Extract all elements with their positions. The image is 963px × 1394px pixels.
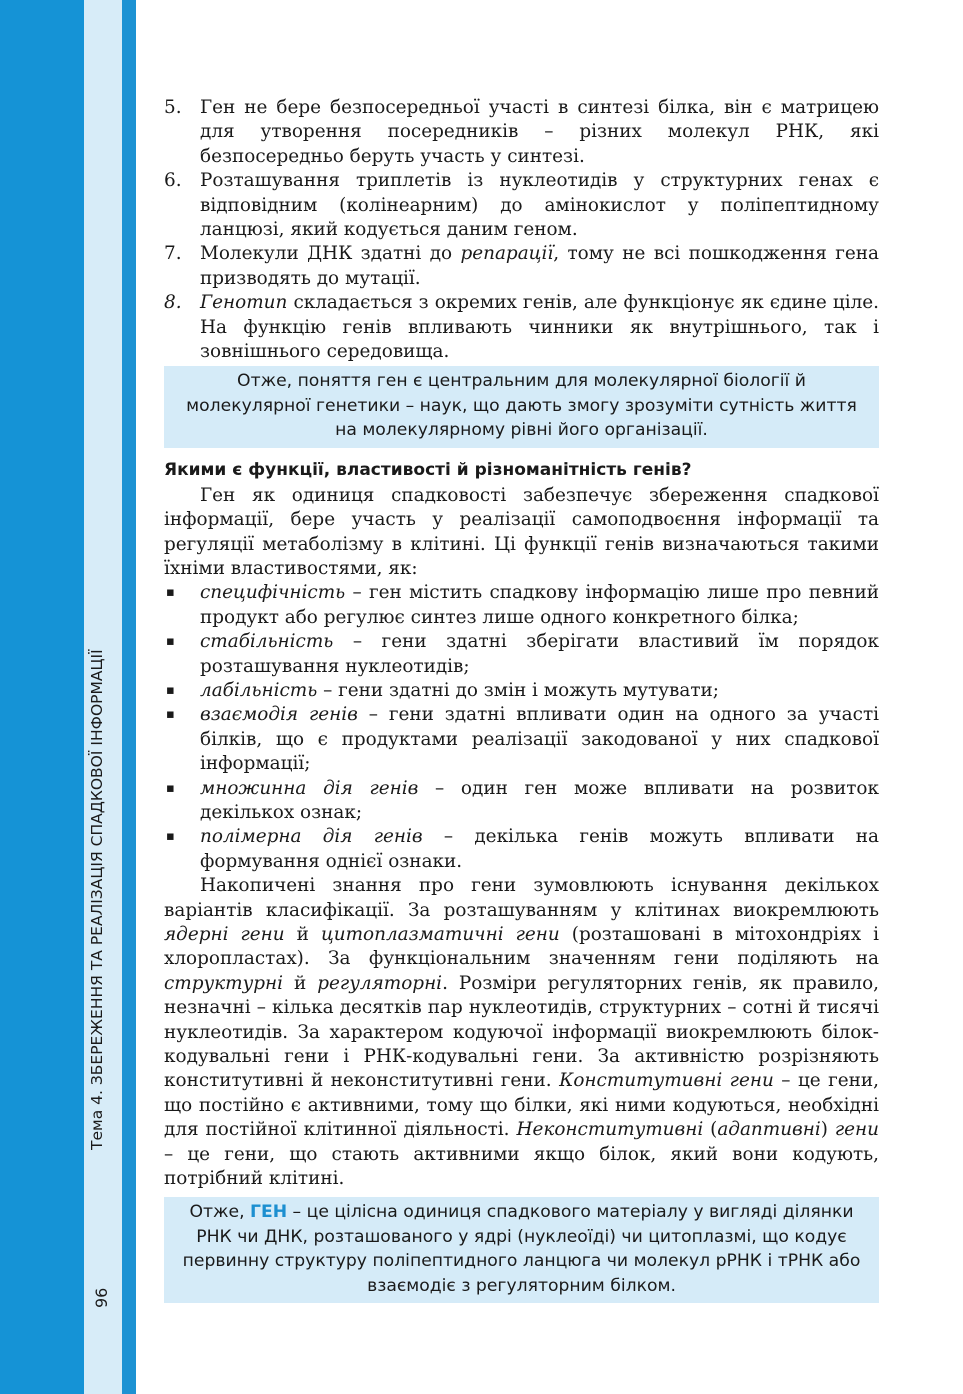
paragraph-term: регуляторні (317, 972, 443, 994)
page-number: 96 (92, 1287, 111, 1308)
section-heading: Якими є функції, властивості й різноманітність генів? (164, 459, 692, 480)
paragraph-text: – це гени, що стають активними якщо білок, який вони кодують, потрібний клітині. (164, 1143, 879, 1190)
property-item (164, 630, 879, 679)
item-number: 8. (164, 292, 182, 314)
numbered-list (164, 96, 879, 364)
summary-callout (164, 366, 879, 447)
property-term: стабільність (200, 631, 334, 653)
property-text: – гени здатні впливати один на одного за участі білків, що є продуктами реалізації закодованої у них спадкової інформації; (200, 704, 879, 775)
property-item (164, 679, 879, 703)
property-text: – декілька генів можуть впливати на формування однієї ознаки. (200, 826, 879, 872)
callout-text: Отже, (189, 1202, 251, 1223)
bullet-icon: ▪ (166, 780, 175, 796)
paragraph-text: ( (703, 1119, 718, 1141)
paragraph-term: адаптивні (717, 1119, 821, 1141)
callout-text: – це цілісна одиниця спадкового матеріалу у вигляді ділянки РНК чи ДНК, розташованого у ядрі (нуклеоїді) чи цитоплазмі, що кодує первинну структуру поліпептидного ланцюга чи молекул рРНК і тРНК або взаємодіє з регуляторним білком. (182, 1202, 861, 1296)
property-text: – гени здатні до змін і можуть мутувати; (317, 679, 719, 701)
item-number: 5. (164, 97, 182, 118)
item-text: Ген не бере безпосередньої участі в синтезі білка, він є матрицею для утворення посередників – різних молекул РНК, які безпосередньо беруть участь у синтезі. (200, 97, 879, 167)
property-item (164, 581, 879, 630)
gene-term: ГЕН (250, 1202, 288, 1223)
paragraph-term: структурні (164, 972, 284, 994)
property-term: взаємодія генів (200, 704, 358, 726)
chapter-label: Тема 4. ЗБЕРЕЖЕННЯ ТА РЕАЛІЗАЦІЯ СПАДКОВОЇ ІНФОРМАЦІЇ (88, 649, 106, 1150)
side-strip-dark (0, 0, 84, 1394)
property-term: полімерна дія генів (200, 826, 423, 848)
paragraph-term: ядерні гени (164, 924, 285, 945)
section-intro: Ген як одиниця спадковості забезпечує збереження спадкової інформації, бере участь у реалізації самоподвоєння інформації та регуляції метаболізму в клітині. Ці функції генів визначаються такими їхніми властивостями, як: (164, 484, 879, 579)
property-term: множинна дія генів (200, 777, 419, 799)
properties-list (164, 581, 879, 874)
property-item (164, 777, 879, 826)
property-text: – ген містить спадкову інформацію лише про певний продукт або регулює синтез лише одного конкретного білка; (200, 582, 879, 628)
paragraph-text: Накопичені знання про гени зумовлюють існування декількох варіантів класифікації. За розташуванням у клітинах виокремлюють (164, 875, 879, 921)
bullet-icon: ▪ (166, 585, 175, 601)
page-content (164, 96, 879, 1311)
paragraph-term: гени (834, 1119, 879, 1141)
item-number: 7. (164, 243, 182, 265)
paragraph-text: й (284, 924, 321, 945)
paragraph-term: Конститутивні гени (559, 1070, 774, 1092)
property-term: специфічність (200, 582, 346, 604)
property-text: – гени здатні зберігати властивий їм порядок розташування нуклеотидів; (200, 631, 879, 677)
property-item (164, 703, 879, 776)
item-text: Молекули ДНК здатні до (200, 243, 461, 265)
item-text: складається з окремих генів, але функціонує як єдине ціле. На функцію генів впливають чинники як внутрішнього, так і зовнішнього середовища. (200, 292, 879, 363)
bullet-icon: ▪ (166, 707, 175, 723)
paragraph-term: цитоплазматичні гени (320, 924, 560, 945)
definition-callout (164, 1197, 879, 1303)
paragraph-text: (розташовані в мітохондріях і хлоропластах). За функціональним значенням гени поділяють на (164, 924, 879, 970)
numbered-item-6 (164, 169, 879, 242)
item-term: репарації (460, 243, 554, 265)
property-item (164, 825, 879, 874)
paragraph-term: Неконститутивні (516, 1119, 704, 1141)
bullet-icon: ▪ (166, 682, 175, 698)
bullet-icon: ▪ (166, 634, 175, 650)
item-term: Генотип (200, 292, 288, 314)
property-term: лабільність (200, 679, 318, 701)
numbered-item-5 (164, 96, 879, 169)
item-text: Розташування триплетів із нуклеотидів у структурних генах є відповідним (колінеарним) до амінокислот у поліпептидному ланцюзі, який кодується даним геном. (200, 170, 879, 241)
callout-text: Отже, поняття ген є центральним для молекулярної біології й молекулярної генетики – наук, що дають змогу зрозуміти сутність життя на молекулярному рівні його організації. (186, 371, 857, 441)
paragraph-text: й (283, 972, 318, 994)
paragraph-text: . Розміри регуляторних генів, як правило, незначні – кілька десятків пар нуклеотидів, структурних – сотні й тисячі нуклеотидів. За характером кодуючої інформації виокремлюють білок-кодувальні гени і РНК-кодувальні гени. За активністю розрізняють конститутивні й неконститутивні гени. (164, 972, 880, 1092)
paragraph-text: ) (820, 1119, 835, 1141)
numbered-item-7 (164, 242, 879, 291)
item-number: 6. (164, 170, 182, 192)
bullet-icon: ▪ (166, 829, 175, 845)
numbered-item-8 (164, 291, 879, 364)
paragraph-text: – це гени, що постійно є активними, тому що білки, які ними кодуються, необхідні для постійної клітинної діяльності. (164, 1070, 879, 1141)
side-strip-edge (122, 0, 136, 1394)
property-text: – один ген може впливати на розвиток декількох ознак; (200, 777, 879, 823)
item-text: , тому не всі пошкодження гена призводять до мутації. (200, 243, 880, 289)
classification-paragraph (164, 874, 879, 1191)
